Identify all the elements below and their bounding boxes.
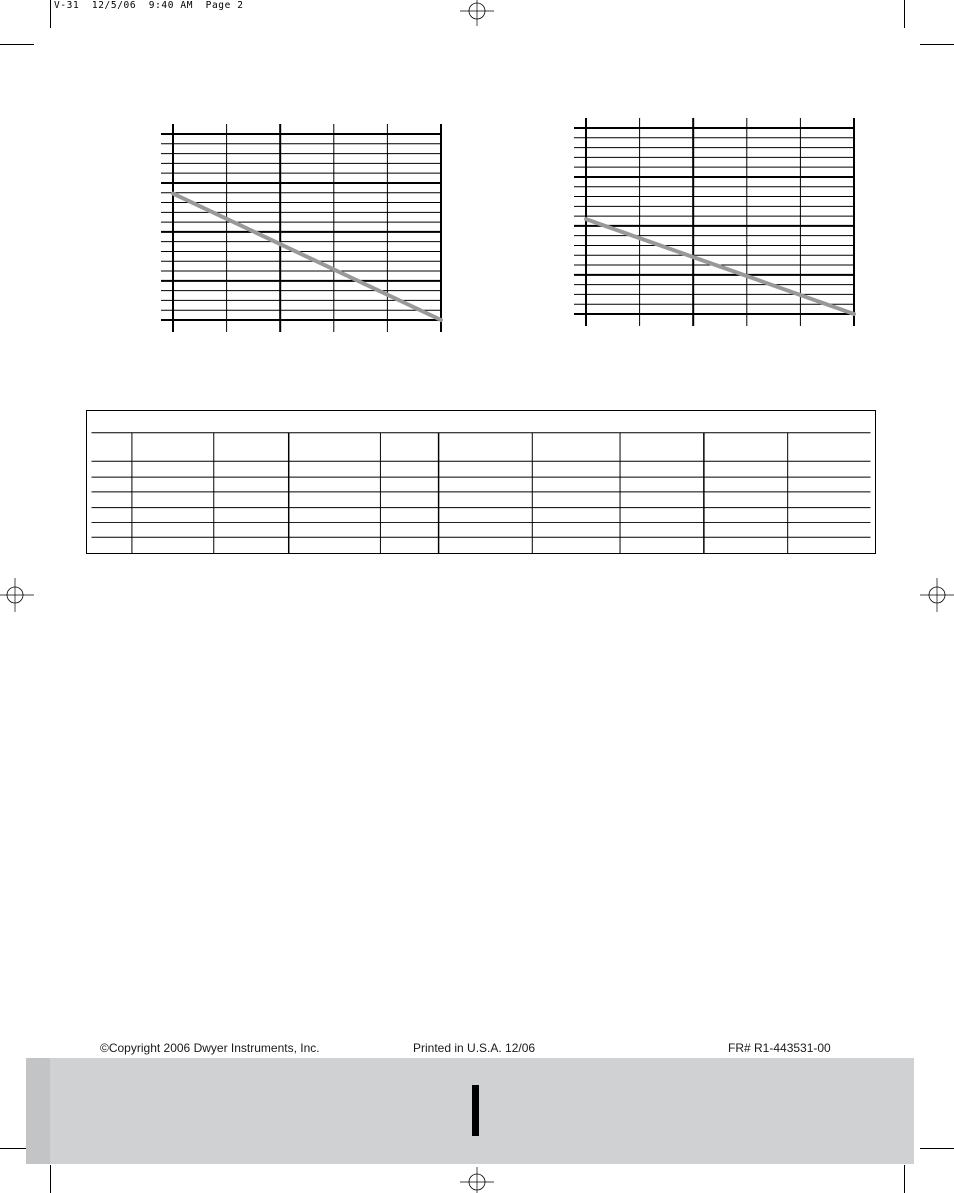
registration-mark-right: [920, 578, 954, 612]
chart-right: [568, 112, 868, 332]
registration-mark-top: [460, 0, 494, 34]
bottom-band: [26, 1058, 914, 1164]
copyright-text: ©Copyright 2006 Dwyer Instruments, Inc.: [100, 1041, 320, 1055]
chart-left: [155, 120, 455, 340]
bottom-band-marker: [472, 1085, 479, 1136]
print-slug: V-31 12/5/06 9:40 AM Page 2: [54, 0, 244, 11]
registration-mark-bottom: [460, 1159, 494, 1193]
form-number-text: FR# R1-443531-00: [728, 1041, 831, 1055]
chart-series-line: [586, 219, 854, 314]
specification-table: [86, 410, 876, 554]
bottom-band-left-strip: [26, 1058, 50, 1164]
printed-text: Printed in U.S.A. 12/06: [413, 1041, 536, 1055]
registration-mark-left: [0, 578, 34, 612]
